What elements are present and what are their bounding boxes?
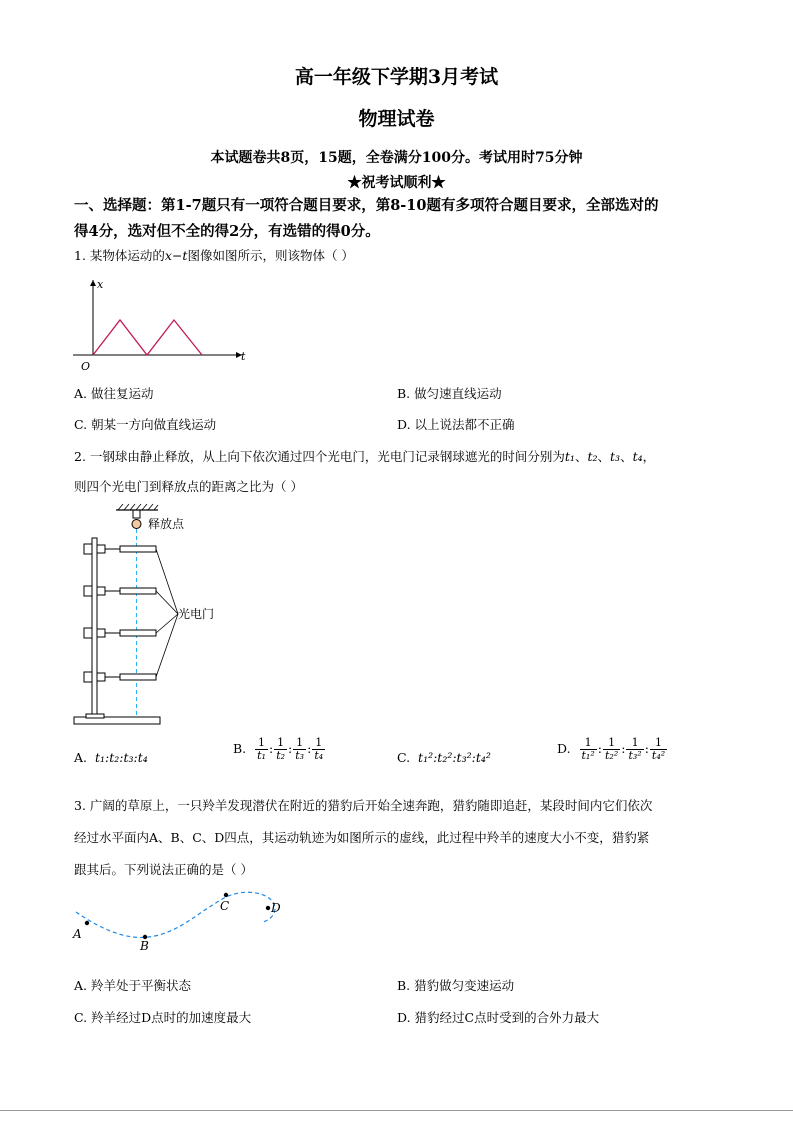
q1-symbol: x−t [164,248,188,263]
option-letter: A. [74,750,88,765]
x-axis-label: t [241,350,246,363]
q2-t1: t₁ [564,449,575,464]
q2-stem-line2: 则四个光电门到释放点的距离之比为（ ） [74,479,303,494]
gate-leader-lines [156,549,178,677]
stand-foot [86,714,104,718]
option-letter: C. [397,750,411,765]
exam-title: 高一年级下学期3月考试 [294,66,499,88]
fraction: $\frac{1}{\text{t₃}}$ [295,736,305,762]
fraction: $\frac{1}{\text{t₄}}$ [314,736,324,762]
option-letter: B. [233,741,247,756]
fraction: $\frac{1}{\text{t₂}}$ [276,736,286,762]
fraction: $\frac{1}{\text{t₄²}}$ [651,736,666,762]
fraction: $\frac{1}{\text{t₁²}}$ [581,736,595,762]
separator: 、 [574,449,588,464]
label-d: D [271,901,281,915]
colon: : [307,741,312,756]
q2-option-a-expr: t₁:t₂:t₃:t₄ [94,750,148,765]
comma: ， [642,449,656,464]
origin-label: O [81,360,91,373]
q2-line1-prefix: 2. 一钢球由静止释放，从上向下依次通过四个光电门，光电门记录钢球遮光的时间分别为 [74,449,565,464]
q3-option-b[interactable]: B. 猎豹做匀变速运动 [397,978,515,993]
colon: : [621,741,626,756]
point-c [224,893,228,897]
photogate-label: 光电门 [178,607,215,621]
q2-photogate-apparatus [70,502,230,728]
good-luck-line: ★祝考试顺利★ [347,175,446,191]
q3-option-a[interactable]: A. 羚羊处于平衡状态 [74,978,191,993]
q2-option-d[interactable] [557,737,668,762]
q1-option-a[interactable]: A. 做往复运动 [74,386,154,401]
trajectory-curve [76,892,275,937]
q3-stem-line3: 跟其后。下列说法正确的是（ ） [74,862,253,877]
clamp [133,510,140,518]
q2-t4: t₄ [632,449,643,464]
q1-prefix: 1. 某物体运动的 [74,248,165,263]
y-axis-label: x [97,278,104,291]
q1-option-d[interactable]: D. 以上说法都不正确 [397,417,515,432]
q2-option-b[interactable] [233,737,326,762]
section-heading-line2: 得4分，选对但不全的得2分，有选错的得0分。 [74,223,380,240]
ceiling-hatch [118,504,158,510]
option-letter: D. [557,741,571,756]
separator: 、 [597,449,611,464]
q3-stem-line1: 3. 广阔的草原上，一只羚羊发现潜伏在附近的猎豹后开始全速奔跑，猎豹随即追赶，某段时间内它们依次 [74,798,653,813]
q2-option-c-expr: t₁²:t₂²:t₃²:t₄² [418,750,491,765]
release-point-label: 释放点 [148,517,185,531]
page-bottom-divider [0,1110,793,1111]
section-heading-line1: 一、选择题：第1-7题只有一项符合题目要求，第8-10题有多项符合题目要求，全部选对的 [74,197,659,214]
q3-stem-line2: 经过水平面内A、B、C、D四点，其运动轨迹为如图所示的虚线，此过程中羚羊的速度大小不变，猎豹紧 [74,830,650,845]
q2-option-a[interactable] [74,750,148,765]
q1-option-c[interactable]: C. 朝某一方向做直线运动 [74,417,217,432]
q1-suffix: 图像如图所示，则该物体（ ） [187,248,354,263]
q1-stem [74,246,354,264]
separator: 、 [620,449,633,464]
label-c: C [220,899,230,913]
fraction: $\frac{1}{\text{t₃²}}$ [628,736,642,762]
subject-title: 物理试卷 [358,108,435,130]
fraction: $\frac{1}{\text{t₂²}}$ [604,736,619,762]
point-a [85,921,89,925]
q2-t2: t₂ [587,449,598,464]
q2-stem-line1 [74,447,655,465]
fraction: $\frac{1}{\text{t₁}}$ [257,736,266,762]
colon: : [288,741,293,756]
q3-option-c[interactable]: C. 羚羊经过D点时的加速度最大 [74,1010,252,1025]
q2-option-c[interactable] [397,750,491,765]
colon: : [644,741,649,756]
q1-option-b[interactable]: B. 做匀速直线运动 [397,386,502,401]
xt-line [93,320,202,355]
q3-option-d[interactable]: D. 猎豹经过C点时受到的合外力最大 [397,1010,600,1025]
q2-t3: t₃ [610,449,621,464]
label-b: B [140,939,149,953]
exam-info: 本试题卷共8页，15题，全卷满分100分。考试用时75分钟 [210,150,583,166]
q3-trajectory-figure [68,882,293,954]
section-heading [74,193,724,245]
colon: : [597,741,602,756]
colon: : [268,741,274,756]
steel-ball [132,520,141,529]
point-d [266,906,270,910]
stand-pole [92,538,97,718]
q1-xt-graph [70,270,260,376]
label-a: A [73,927,82,941]
